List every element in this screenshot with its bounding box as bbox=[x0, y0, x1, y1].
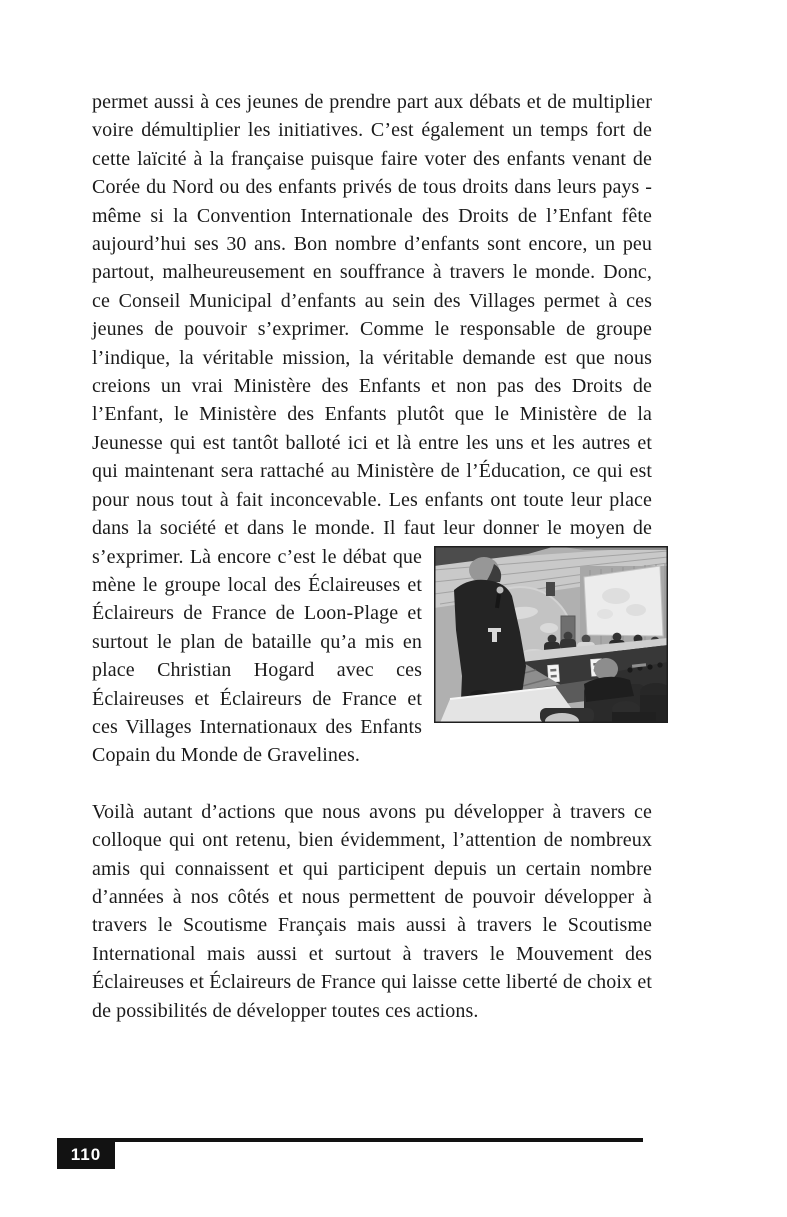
projection-screen bbox=[584, 566, 663, 636]
footer-rule bbox=[57, 1138, 643, 1142]
paragraph-1-text-after-photo: le moyen de s’exprimer. Là encore c’est le débat que mène le groupe local des Éclaireuses et Éclaireurs de France de Loon-Plage et surtout le plan de bataille qu’a mis en place Christian Hogard avec ces Éclaireuses et Éclaireurs de France et ces Villages Internationaux des Enfants Copain du Monde de Gravelines. bbox=[92, 517, 652, 767]
paragraph-1-text-before-photo: permet aussi à ces jeunes de prendre part aux débats et de multiplier voire démultiplier les initiatives. C’est également un temps fort de cette laïcité à la française puisque faire voter des enfants venant de Corée du Nord ou des enfants privés de tous droits dans leurs pays - même si la Convention Internationale des Droits de l’Enfant fête aujourd’hui ses 30 ans. Bon nombre d’enfants sont encore, un peu partout, malheureusement en souffrance à travers le monde. Donc, ce Conseil Municipal d’enfants au sein des Villages permet à ces jeunes de pouvoir s’exprimer. Comme le responsable de groupe l’indique, la véritable mission, la véritable demande est que nous creions un vrai Ministère des Enfants et non pas des Droits de l’Enfant, le Ministère des Enfants plutôt que le Ministère de la Jeunesse qui est tantôt balloté ici et là entre les uns et les autres et qui maintenant sera rattaché au Ministère de l’Éducation, ce qui est pour nous tout à fait inconcevable. Les enfants ont toute leur place dans la société et dans le monde. Il faut leur donner bbox=[92, 91, 652, 540]
page-number-badge: 110 bbox=[57, 1141, 115, 1169]
conference-photo-graphic bbox=[434, 546, 668, 723]
paragraph-2-text: Voilà autant d’actions que nous avons pu développer à travers ce colloque qui ont retenu, bien évidemment, l’attention de nombreux amis qui connaissent et qui participent depuis un certain nombre d’années à nos côtés et nous permettent de pouvoir développer à travers le Scoutisme Français mais aussi à travers le Scoutisme International mais aussi et surtout à travers le Mouvement des Éclaireuses et Éclaireurs de France qui laisse cette liberté de choix et de possibilités de développer toutes ces actions. bbox=[92, 800, 652, 1022]
conference-photo bbox=[434, 546, 668, 723]
body-text bbox=[92, 88, 652, 1025]
paragraph-2 bbox=[92, 798, 652, 1025]
paragraph-1 bbox=[92, 88, 652, 770]
wall-speaker bbox=[546, 582, 555, 596]
